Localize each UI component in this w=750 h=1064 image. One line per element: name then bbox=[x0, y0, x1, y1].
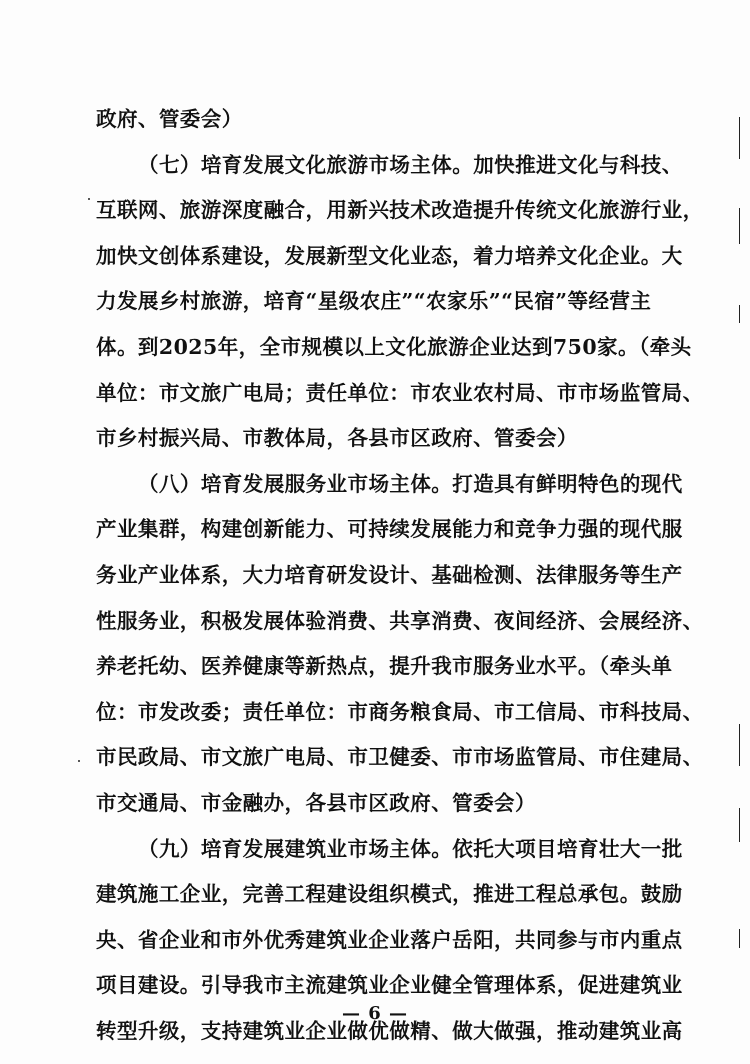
text-line-21: 转型升级，支持建筑业企业做优做精、做大做强，推动建筑业高 bbox=[96, 1019, 683, 1043]
scan-edge-mark bbox=[739, 808, 740, 842]
scan-edge-mark bbox=[739, 208, 740, 244]
text-line-1: 政府、管委会） bbox=[96, 107, 243, 131]
scan-edge-mark bbox=[739, 305, 740, 323]
scan-edge-mark bbox=[739, 724, 740, 766]
scan-dot bbox=[88, 198, 90, 200]
text-line-7: 单位：市文旅广电局；责任单位：市农业农村局、市市场监管局、 bbox=[96, 381, 704, 405]
text-line-13: 养老托幼、医养健康等新热点，提升我市服务业水平。（牵头单 bbox=[96, 654, 673, 678]
text-line-8: 市乡村振兴局、市教体局，各县市区政府、管委会） bbox=[96, 426, 578, 450]
text-line-16: 市交通局、市金融办，各县市区政府、管委会） bbox=[96, 791, 536, 815]
text-line-6: 体。到2025年，全市规模以上文化旅游企业达到750家。（牵头 bbox=[96, 335, 692, 359]
scan-edge-mark bbox=[739, 117, 740, 159]
text-line-18: 建筑施工企业，完善工程建设组织模式，推进工程总承包。鼓励 bbox=[96, 882, 683, 906]
scan-dot bbox=[78, 760, 80, 762]
text-line-17: （九）培育发展建筑业市场主体。依托大项目培育壮大一批 bbox=[138, 837, 683, 861]
page-number: — 6 — bbox=[341, 1003, 409, 1024]
text-line-20: 项目建设。引导我市主流建筑业企业健全管理体系，促进建筑业 bbox=[96, 973, 683, 997]
text-line-14: 位：市发改委；责任单位：市商务粮食局、市工信局、市科技局、 bbox=[96, 700, 704, 724]
text-line-12: 性服务业，积极发展体验消费、共享消费、夜间经济、会展经济、 bbox=[96, 609, 704, 633]
text-line-2: （七）培育发展文化旅游市场主体。加快推进文化与科技、 bbox=[138, 153, 683, 177]
text-line-4: 加快文创体系建设，发展新型文化业态，着力培养文化企业。大 bbox=[96, 244, 683, 268]
text-line-3: 互联网、旅游深度融合，用新兴技术改造提升传统文化旅游行业， bbox=[96, 198, 704, 222]
text-line-5: 力发展乡村旅游，培育“星级农庄”“农家乐”“民宿”等经营主 bbox=[96, 289, 652, 313]
scan-edge-mark bbox=[739, 929, 740, 948]
text-line-19: 央、省企业和市外优秀建筑业企业落户岳阳，共同参与市内重点 bbox=[96, 928, 683, 952]
text-line-9: （八）培育发展服务业市场主体。打造具有鲜明特色的现代 bbox=[138, 472, 683, 496]
text-line-10: 产业集群，构建创新能力、可持续发展能力和竞争力强的现代服 bbox=[96, 517, 683, 541]
text-line-15: 市民政局、市文旅广电局、市卫健委、市市场监管局、市住建局、 bbox=[96, 745, 704, 769]
text-line-11: 务业产业体系，大力培育研发设计、基础检测、法律服务等生产 bbox=[96, 563, 683, 587]
